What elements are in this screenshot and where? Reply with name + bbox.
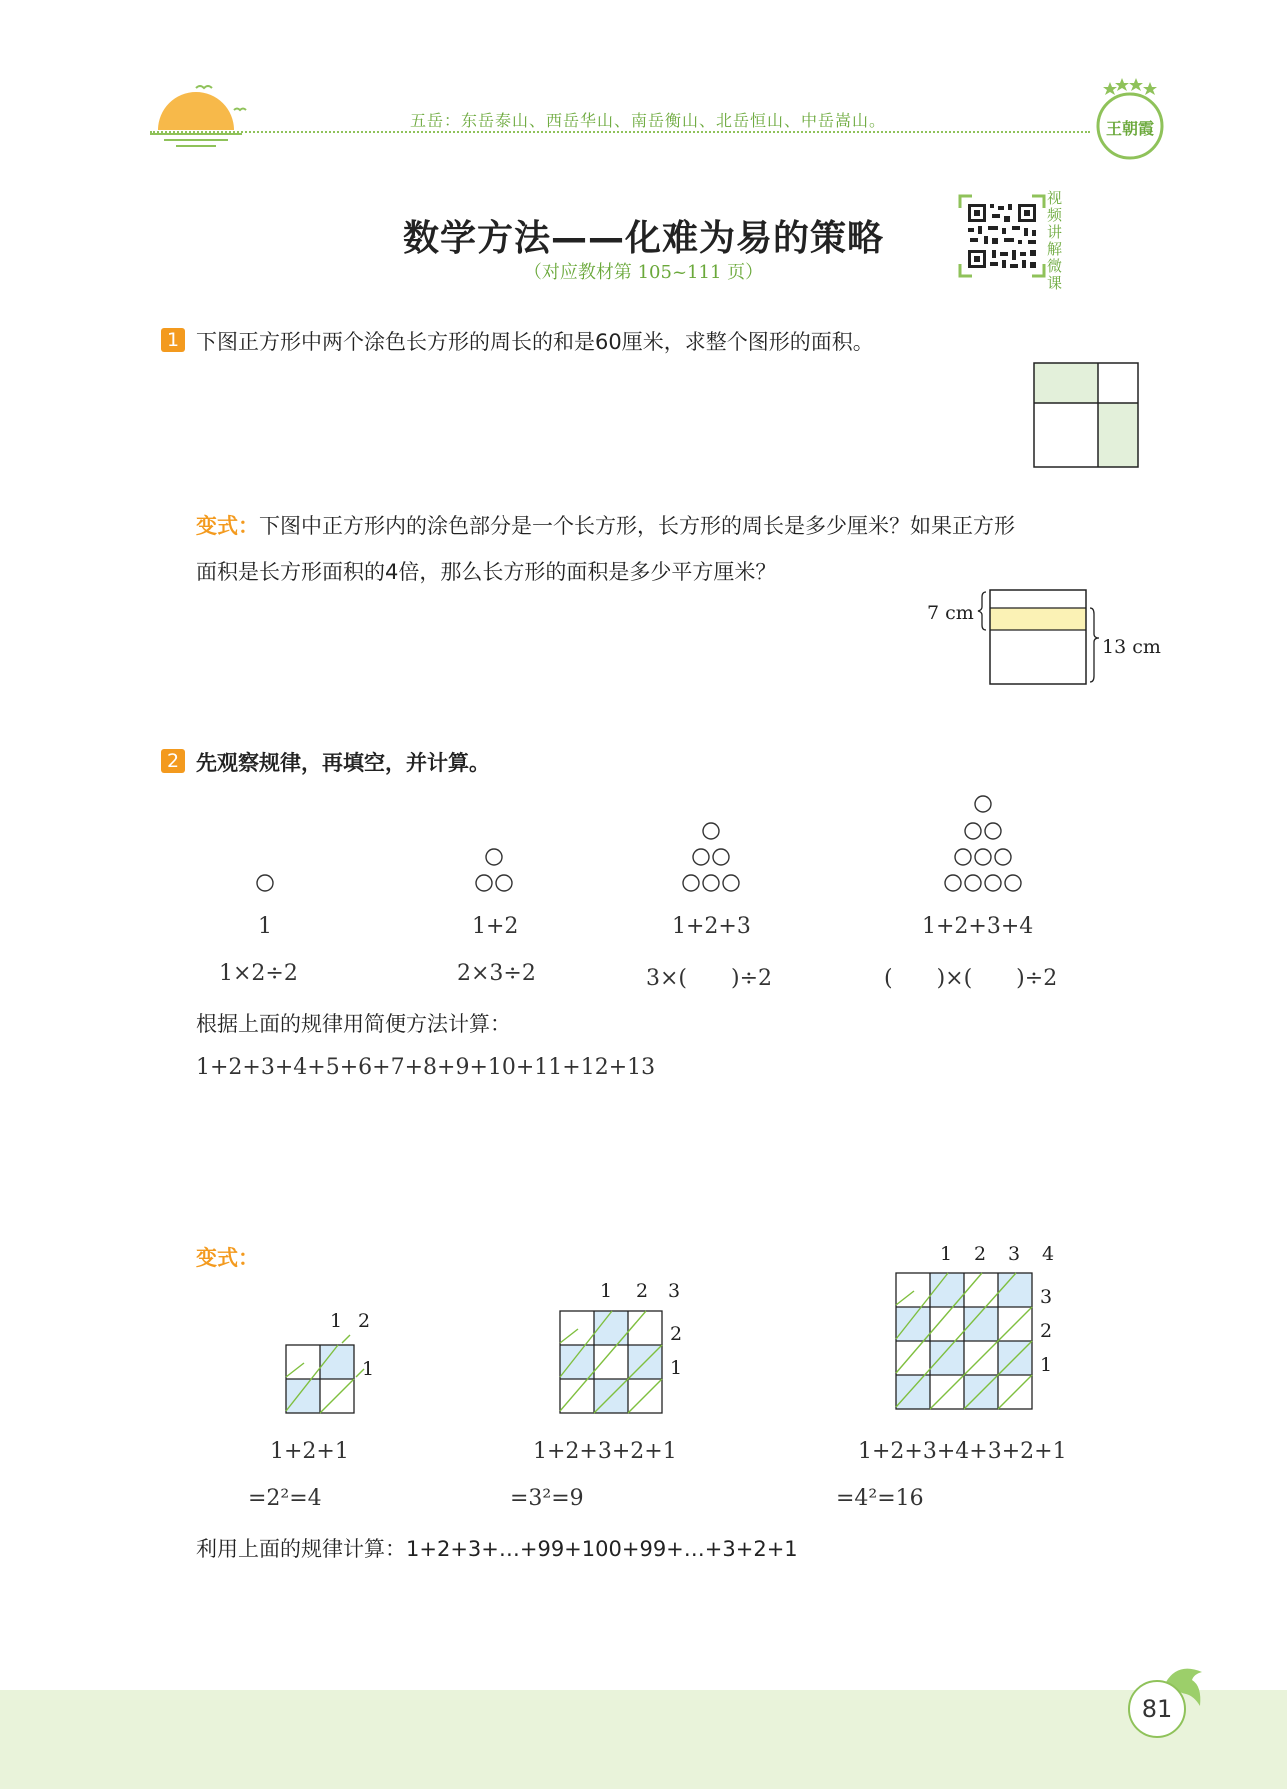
svg-text:1: 1 [362,1358,375,1380]
formula-2: 2×3÷2 [457,961,536,986]
variant-label: 变式： [196,1246,259,1270]
page-subtitle: （对应教材第 105~111 页） [523,262,764,283]
svg-text:2: 2 [670,1323,683,1345]
final-calculation: 利用上面的规律计算：1+2+3+…+99+100+99+…+3+2+1 [196,1537,798,1561]
svg-text:4: 4 [1042,1243,1055,1265]
svg-text:3: 3 [1040,1286,1053,1308]
header-divider [150,131,1090,133]
svg-text:3: 3 [1008,1243,1021,1265]
figure-square-with-shaded-rectangles [1032,361,1142,471]
question-1-variant [196,503,1186,595]
footer-band [0,1690,1287,1789]
question-1-text: 下图正方形中两个涂色长方形的周长的和是60厘米，求整个图形的面积。 [196,330,874,354]
svg-text:1: 1 [600,1280,613,1302]
brand-logo [1090,74,1170,170]
svg-text:1: 1 [940,1243,953,1265]
sum-expression-1: 1 [258,914,272,939]
variant-text-line1: 下图中正方形内的涂色部分是一个长方形，长方形的周长是多少厘米？如果正方形 [259,514,1015,538]
dimension-7cm-label: 7 cm [927,602,974,624]
grid-sum-3: 1+2+3+4+3+2+1 [858,1439,1067,1464]
svg-text:3: 3 [668,1280,681,1302]
svg-text:2: 2 [636,1280,649,1302]
grid-result-1: =2²=4 [248,1486,322,1511]
formula-1: 1×2÷2 [219,961,298,986]
problem-expression: 1+2+3+4+5+6+7+8+9+10+11+12+13 [196,1055,656,1080]
svg-text:2: 2 [974,1243,987,1265]
grid-result-3: =4²=16 [836,1486,924,1511]
svg-text:2: 2 [358,1310,371,1332]
sum-expression-3: 1+2+3 [672,914,751,939]
qr-code-image[interactable] [958,194,1046,278]
svg-text:1: 1 [330,1310,343,1332]
qr-video-label: 视频讲解微课 [1047,189,1063,292]
grid-sum-2: 1+2+3+2+1 [533,1439,677,1464]
dot-triangles-figure [230,785,1050,900]
variant-text-line2: 面积是长方形面积的4倍，那么长方形的面积是多少平方厘米？ [196,560,777,584]
grid-4x4-figure [888,1240,1068,1415]
grid-2x2-figure [280,1305,380,1415]
instruction-text: 根据上面的规律用简便方法计算： [196,1012,511,1036]
page-title: 数学方法——化难为易的策略 [402,218,884,259]
question-number-badge: 1 [161,328,185,352]
formula-4-fill-blank[interactable]: ( )×( )÷2 [884,966,1058,991]
sunset-icon [150,80,260,150]
question-2-text: 先观察规律，再填空，并计算。 [196,751,490,775]
sum-expression-2: 1+2 [472,914,519,939]
svg-text:2: 2 [1040,1320,1053,1342]
sum-expression-4: 1+2+3+4 [922,914,1034,939]
dimension-13cm-label: 13 cm [1102,636,1161,658]
svg-text:1: 1 [670,1357,683,1379]
svg-text:1: 1 [1040,1354,1053,1376]
figure-square-with-strip [974,588,1104,688]
variant-label: 变式： [196,514,259,538]
header-motto: 五岳：东岳泰山、西岳华山、南岳衡山、北岳恒山、中岳嵩山。 [410,111,887,130]
logo-text: 王朝霞 [1105,119,1155,138]
grid-result-2: =3²=9 [510,1486,584,1511]
grid-sum-1: 1+2+1 [270,1439,349,1464]
grid-3x3-figure [548,1275,698,1415]
question-number-badge: 2 [161,749,185,773]
page-number: 81 [1128,1680,1186,1738]
formula-3-fill-blank[interactable]: 3×( )÷2 [646,966,773,991]
